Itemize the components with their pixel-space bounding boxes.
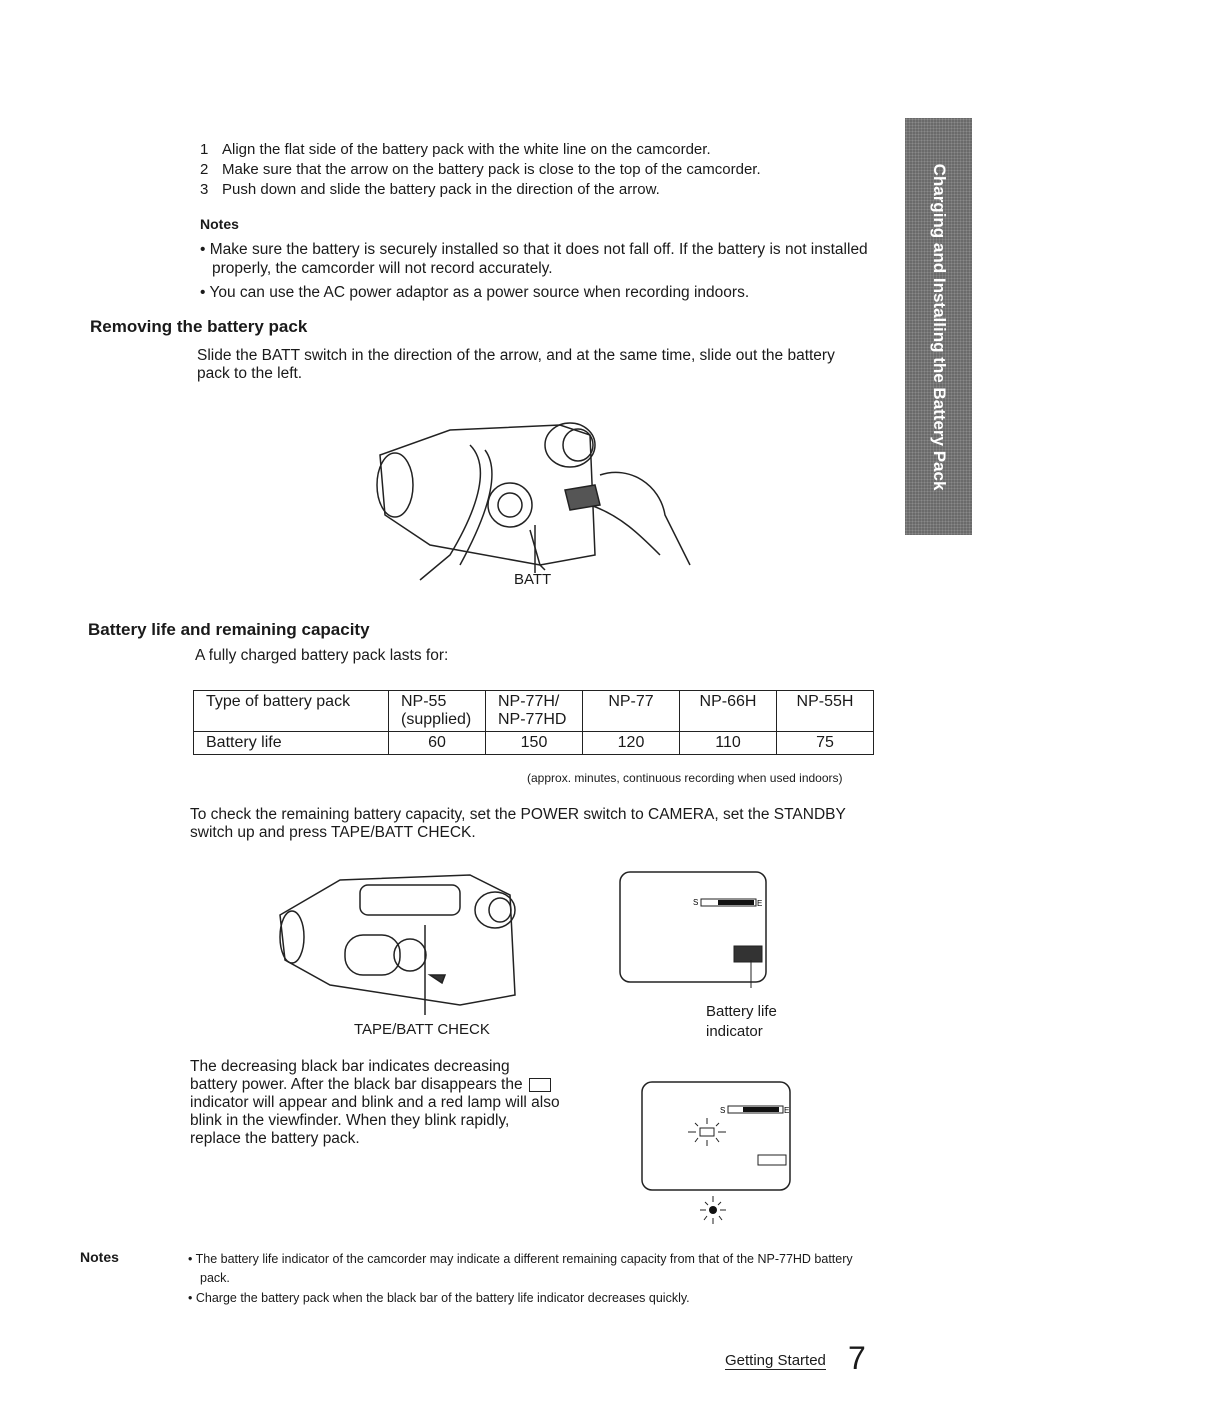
svg-text:S: S [720, 1106, 726, 1115]
table-header-cell: NP-77 [583, 691, 680, 732]
svg-text:E: E [757, 899, 763, 908]
battery-life-intro: A fully charged battery pack lasts for: [195, 647, 449, 664]
table-cell: 110 [680, 732, 777, 755]
step-1 [200, 141, 711, 158]
viewfinder-screen-empty [640, 1080, 795, 1230]
tape-batt-check-label: TAPE/BATT CHECK [354, 1021, 490, 1038]
note-item: • You can use the AC power adaptor as a power source when recording indoors. [200, 284, 750, 301]
step-number: 3 [200, 181, 209, 198]
camcorder-check-illustration [270, 865, 530, 1015]
table-header-cell: NP-77H/ NP-77HD [486, 691, 583, 732]
battery-life-table [193, 690, 874, 755]
battery-life-indicator-label: Battery life indicator [706, 1003, 777, 1040]
table-row [194, 732, 874, 755]
bottom-note-item: • The battery life indicator of the camcorder may indicate a different remaining capacity from that of the NP-77HD battery pack. [188, 1252, 853, 1285]
step-number: 1 [200, 141, 209, 158]
table-header-cell: NP-55H [777, 691, 874, 732]
battery-life-heading: Battery life and remaining capacity [88, 620, 370, 639]
decreasing-text [190, 1058, 560, 1148]
footer-section: Getting Started [725, 1352, 826, 1369]
bottom-notes-heading: Notes [80, 1249, 119, 1265]
step-2 [200, 161, 761, 178]
table-cell: 60 [389, 732, 486, 755]
step-text: Align the flat side of the battery pack with the white line on the camcorder. [222, 141, 711, 158]
table-header-row [194, 691, 874, 732]
section-side-tab-label: Charging and Installing the Battery Pack [929, 163, 949, 490]
svg-text:E: E [784, 1106, 790, 1115]
table-cell: Battery life [194, 732, 389, 755]
step-number: 2 [200, 161, 209, 178]
svg-text:S: S [693, 898, 699, 907]
bottom-note-item: • Charge the battery pack when the black bar of the battery life indicator decreases quickly. [188, 1291, 690, 1305]
page-number: 7 [848, 1340, 866, 1376]
table-footnote: (approx. minutes, continuous recording when used indoors) [527, 771, 843, 785]
table-cell: 150 [486, 732, 583, 755]
viewfinder-screen-full [618, 870, 768, 988]
check-instructions: To check the remaining battery capacity, set the POWER switch to CAMERA, set the STANDBY switch up and press TAPE/BATT CHECK. [190, 806, 846, 841]
decreasing-text-part1: The decreasing black bar indicates decreasing battery power. After the black bar disappears the [190, 1058, 523, 1093]
step-3 [200, 181, 660, 198]
table-header-cell: Type of battery pack [194, 691, 389, 732]
step-text: Make sure that the arrow on the battery pack is close to the top of the camcorder. [222, 161, 761, 178]
table-cell: 120 [583, 732, 680, 755]
table-cell: 75 [777, 732, 874, 755]
notes-heading: Notes [200, 216, 239, 232]
table-header-cell: NP-66H [680, 691, 777, 732]
step-text: Push down and slide the battery pack in the direction of the arrow. [222, 181, 660, 198]
table-header-cell: NP-55 (supplied) [389, 691, 486, 732]
decreasing-text-part2: indicator will appear and blink and a red lamp will also blink in the viewfinder. When they blink rapidly, replace the battery pack. [190, 1094, 560, 1147]
removing-heading: Removing the battery pack [90, 317, 308, 336]
batt-label: BATT [514, 571, 552, 588]
section-side-tab [905, 118, 972, 535]
empty-battery-icon [529, 1078, 551, 1092]
note-item: • Make sure the battery is securely installed so that it does not fall off. If the battery is not installed properly, the camcorder will not record accurately. [200, 241, 868, 277]
removing-body: Slide the BATT switch in the direction of the arrow, and at the same time, slide out the battery pack to the left. [197, 347, 835, 382]
